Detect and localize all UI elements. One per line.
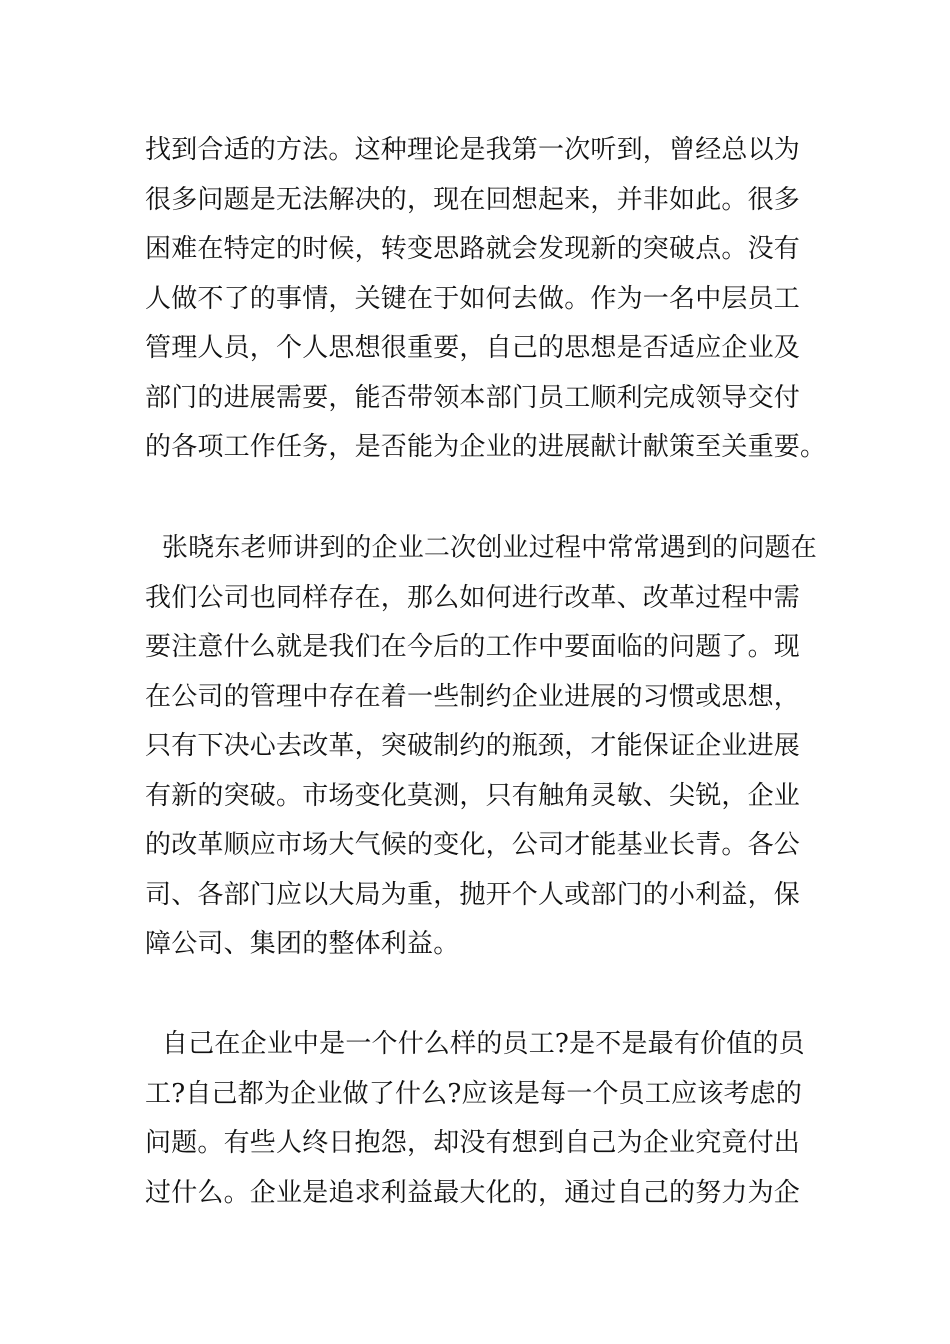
text-line: 我们公司也同样存在，那么如何进行改革、改革过程中需	[145, 582, 801, 613]
text-line: 找到合适的方法。这种理论是我第一次听到，曾经总以为	[145, 135, 801, 165]
text-line: 张晓东老师讲到的企业二次创业过程中常常遇到的问题在	[145, 533, 817, 563]
paragraph-3	[145, 1020, 810, 1218]
text-line: 要注意什么就是我们在今后的工作中要面临的问题了。现	[145, 632, 801, 662]
text-line: 部门的进展需要，能否带领本部门员工顺利完成领导交付	[145, 382, 801, 413]
text-line: 司、各部门应以大局为重，抛开个人或部门的小利益，保	[145, 879, 801, 910]
text-line: 障公司、集团的整体利益。	[145, 929, 460, 959]
text-line: 人做不了的事情，关键在于如何去做。作为一名中层员工	[145, 283, 801, 314]
text-line: 困难在特定的时候，转变思路就会发现新的突破点。没有	[145, 234, 801, 264]
text-line: 在公司的管理中存在着一些制约企业进展的习惯或思想，	[145, 681, 801, 712]
text-line: 管理人员，个人思想很重要，自己的思想是否适应企业及	[145, 333, 801, 363]
text-line: 问题。有些人终日抱怨，却没有想到自己为企业究竟付出	[145, 1128, 801, 1158]
text-line: 过什么。企业是追求利益最大化的，通过自己的努力为企	[145, 1177, 801, 1208]
text-line: 很多问题是无法解决的，现在回想起来，并非如此。很多	[145, 184, 801, 215]
paragraph-1	[145, 126, 827, 473]
text-line: 只有下决心去改革，突破制约的瓶颈，才能保证企业进展	[145, 731, 801, 761]
text-line: 自己在企业中是一个什么样的员工?是不是最有价值的员	[145, 1029, 805, 1059]
text-line: 有新的突破。市场变化莫测，只有触角灵敏、尖锐，企业	[145, 780, 801, 811]
text-line: 的各项工作任务，是否能为企业的进展献计献策至关重要。	[145, 432, 827, 462]
text-line: 工?自己都为企业做了什么?应该是每一个员工应该考虑的	[145, 1078, 803, 1109]
text-line: 的改革顺应市场大气候的变化，公司才能基业长青。各公	[145, 830, 801, 860]
paragraph-2	[145, 524, 817, 970]
